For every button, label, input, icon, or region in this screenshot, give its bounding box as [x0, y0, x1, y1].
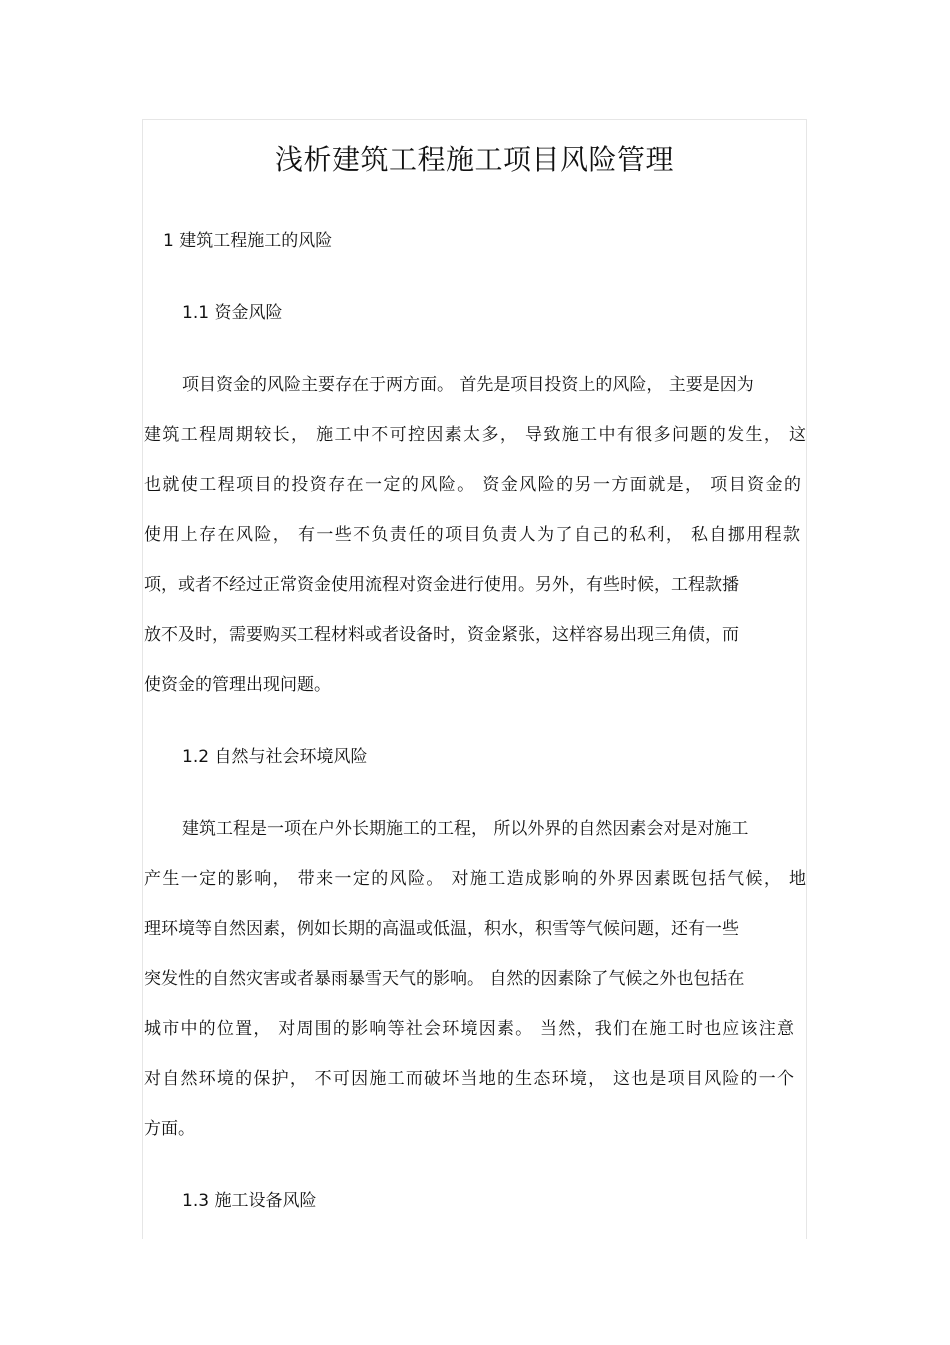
- paragraph-line: 项，或者不经过正常资金使用流程对资金进行使用。另外，有些时候，工程款播: [144, 575, 739, 595]
- section-heading-1: 1 建筑工程施工的风险: [163, 231, 333, 251]
- paragraph-line: 产生一定的影响， 带来一定的风险。 对施工造成影响的外界因素既包括气候， 地: [144, 869, 806, 889]
- paragraph-line: 突发性的自然灾害或者暴雨暴雪天气的影响。 自然的因素除了气候之外也包括在: [144, 969, 745, 989]
- paragraph-line: 建筑工程是一项在户外长期施工的工程， 所以外界的自然因素会对是对施工: [182, 819, 749, 839]
- section-heading-1-3: 1.3 施工设备风险: [182, 1191, 317, 1211]
- paragraph-line: 方面。: [144, 1119, 195, 1139]
- paragraph-line: 使用上存在风险， 有一些不负责任的项目负责人为了自己的私利， 私自挪用程款: [144, 525, 800, 545]
- paragraph-line: 理环境等自然因素，例如长期的高温或低温，积水，积雪等气候问题，还有一些: [144, 919, 739, 939]
- paragraph-line: 城市中的位置， 对周围的影响等社会环境因素。 当然，我们在施工时也应该注意: [144, 1019, 794, 1039]
- paragraph-line: 对自然环境的保护， 不可因施工而破坏当地的生态环境， 这也是项目风险的一个: [144, 1069, 794, 1089]
- paragraph-line: 建筑工程周期较长， 施工中不可控因素太多， 导致施工中有很多问题的发生， 这: [144, 425, 806, 445]
- section-heading-1-2: 1.2 自然与社会环境风险: [182, 747, 368, 767]
- paragraph-line: 项目资金的风险主要存在于两方面。 首先是项目投资上的风险， 主要是因为: [182, 375, 754, 395]
- paragraph-line: 使资金的管理出现问题。: [144, 675, 331, 695]
- paragraph-line: 也就使工程项目的投资存在一定的风险。 资金风险的另一方面就是， 项目资金的: [144, 475, 801, 495]
- page-title: 浅析建筑工程施工项目风险管理: [274, 143, 674, 176]
- paragraph-line: 放不及时，需要购买工程材料或者设备时，资金紧张，这样容易出现三角债，而: [144, 625, 739, 645]
- section-heading-1-1: 1.1 资金风险: [182, 303, 283, 323]
